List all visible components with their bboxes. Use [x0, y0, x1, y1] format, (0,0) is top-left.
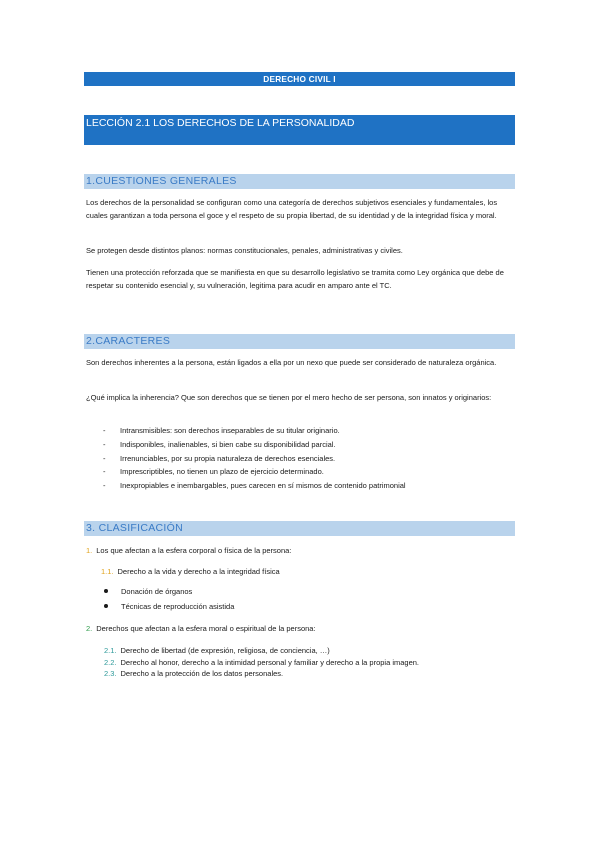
- list-item: 2.2. Derecho al honor, derecho a la intimidad personal y familiar y derecho a la propia imagen.: [104, 657, 420, 667]
- item-number: 1.1.: [101, 567, 114, 576]
- dash-icon: -: [103, 426, 106, 435]
- section-heading-cuestiones: 1.CUESTIONES GENERALES: [84, 174, 515, 189]
- dash-icon: -: [103, 467, 106, 477]
- dash-icon: -: [103, 481, 106, 491]
- bullet-icon: [104, 604, 108, 608]
- numbered-sublist: [104, 645, 419, 680]
- lesson-title: LECCIÓN 2.1 LOS DERECHOS DE LA PERSONALIDAD: [84, 115, 515, 145]
- course-title-banner: DERECHO CIVIL I: [84, 72, 515, 86]
- bullet-icon: [104, 589, 108, 593]
- list-item: - Imprescriptibles, no tienen un plazo de ejercicio determinado.: [86, 465, 511, 479]
- list-item: - Irrenunciables, por su propia naturaleza de derechos esenciales.: [86, 452, 511, 466]
- list-item: - Intransmisibles: son derechos inseparables de su titular originario.: [86, 424, 511, 438]
- paragraph: Los derechos de la personalidad se configuran como una categoría de derechos subjetivos esenciales y fundamentales, los cuales garantizan a toda persona el goce y el respeto de su propia libertad, de su identidad y de la integridad física y moral.: [86, 198, 498, 220]
- list-item: 2.1. Derecho de libertad (de expresión, religiosa, de conciencia, …): [104, 646, 330, 655]
- paragraph: Tienen una protección reforzada que se manifiesta en que su desarrollo legislativo se tramita como Ley orgánica que debe de respetar su contenido esencial y, su vulneración, legitima para acudir en amparo ante el TC.: [86, 268, 504, 290]
- numbered-item: 2. Derechos que afectan a la esfera moral o espiritual de la persona:: [86, 624, 316, 633]
- paragraph: Son derechos inherentes a la persona, están ligados a ella por un nexo que puede ser considerado de naturaleza orgánica.: [86, 358, 497, 367]
- list-item: Técnicas de reproducción asistida: [104, 599, 234, 614]
- characteristics-list: [86, 424, 511, 493]
- dash-icon: -: [103, 439, 106, 449]
- dash-icon: -: [103, 453, 106, 463]
- section-heading-caracteres: 2.CARACTERES: [84, 334, 515, 349]
- item-number: 1.: [86, 546, 93, 555]
- paragraph: Se protegen desde distintos planos: normas constitucionales, penales, administrativas y civiles.: [86, 246, 403, 255]
- numbered-subitem: 1.1. Derecho a la vida y derecho a la integridad física: [101, 567, 280, 576]
- list-item: - Inexpropiables e inembargables, pues carecen en sí mismos de contenido patrimonial: [86, 479, 511, 493]
- list-item: 2.3. Derecho a la protección de los datos personales.: [104, 669, 284, 678]
- paragraph: ¿Qué implica la inherencia? Que son derechos que se tienen por el mero hecho de ser persona, son innatos y originarios:: [86, 393, 492, 402]
- item-number: 2.: [86, 624, 93, 633]
- list-item: - Indisponibles, inalienables, si bien cabe su disponibilidad parcial.: [86, 438, 511, 452]
- section-heading-clasificacion: 3. CLASIFICACIÓN: [84, 521, 515, 536]
- numbered-item: 1. Los que afectan a la esfera corporal o física de la persona:: [86, 546, 292, 555]
- list-item: Donación de órganos: [104, 584, 234, 599]
- bullet-list: [104, 584, 234, 614]
